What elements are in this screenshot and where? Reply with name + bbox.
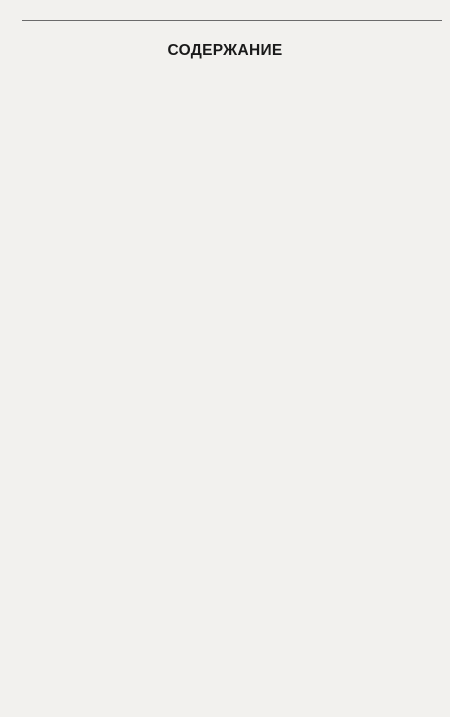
running-header-rule [22,2,442,21]
page-title: СОДЕРЖАНИЕ [167,42,283,59]
